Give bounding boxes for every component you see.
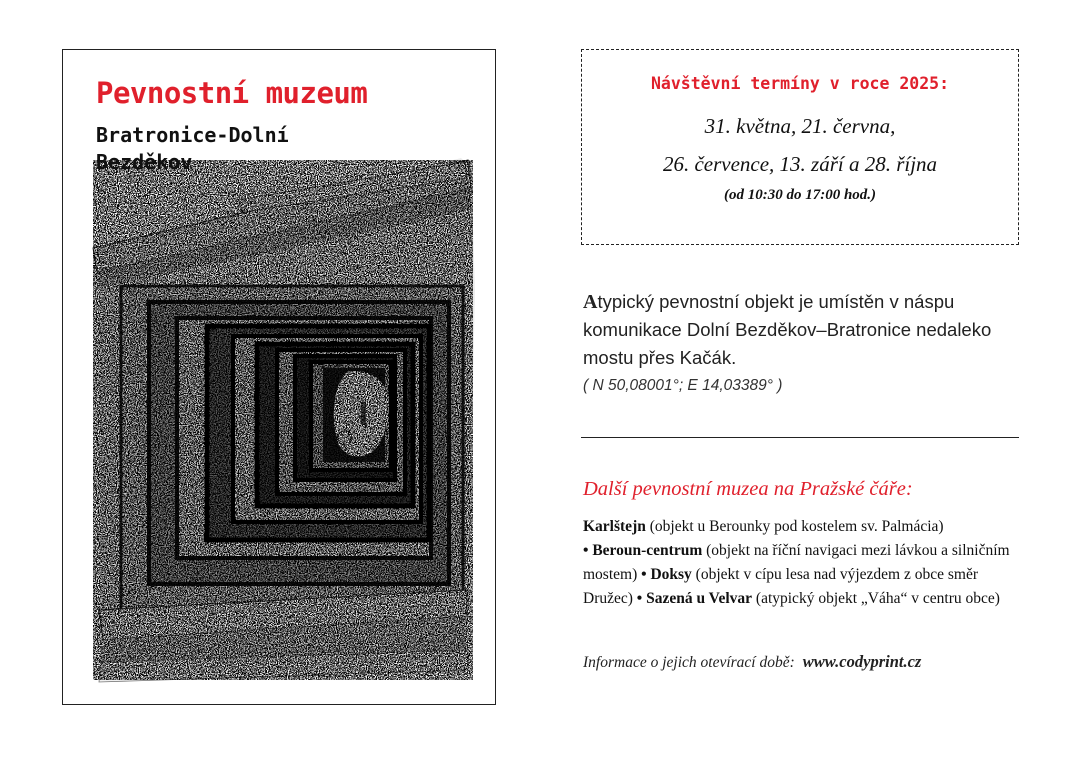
poster-subtitle: Bratronice-Dolní Bezděkov [96,123,289,174]
museum-name: Beroun-centrum [592,542,703,559]
museum-name: Doksy [650,566,692,583]
bullet-separator: • [632,590,647,607]
bullet-separator: • [583,542,593,559]
description-initial: A [583,291,598,313]
opening-hours: (od 10:30 do 17:00 hod.) [723,187,877,203]
museum-name: Karlštejn [583,518,646,535]
museum-desc: (objekt v cípu lesa nad výjezdem z obce směr Družec) [583,566,979,607]
section-divider [581,437,1019,438]
visit-dates-box [581,49,1019,245]
dates-line-1: 31. května, 21. června, [704,114,896,138]
dates-heading: Návštěvní termíny v roce 2025: [650,74,949,93]
museum-desc: (objekt na říční navigaci mezi lávkou a silničním mostem) [583,542,1010,583]
bullet-separator: • [637,566,651,583]
info-line [583,652,921,672]
other-museums-heading: Další pevnostní muzea na Pražské čáře: [583,478,913,500]
poster-title: Pevnostní muzeum [96,76,368,110]
other-museums-list [583,515,1023,611]
museum-desc: (objekt u Berounky pod kostelem sv. Palmácia) [645,518,944,535]
info-label: Informace o jejich otevírací době: [583,654,795,671]
poster [62,49,496,705]
museum-name: Sazená u Velvar [646,590,753,607]
dates-line-2: 26. července, 13. září a 28. října [662,152,938,176]
object-description [583,288,1013,372]
gps-coordinates: ( N 50,08001°; E 14,03389° ) [583,377,783,394]
description-text: typický pevnostní objekt je umístěn v náspu komunikace Dolní Bezděkov–Bratronice nedaleko mostu přes Kačák. [583,291,992,368]
website-link[interactable]: www.codyprint.cz [802,652,922,671]
museum-desc: (atypický objekt „Váha“ v centru obce) [752,590,1000,607]
